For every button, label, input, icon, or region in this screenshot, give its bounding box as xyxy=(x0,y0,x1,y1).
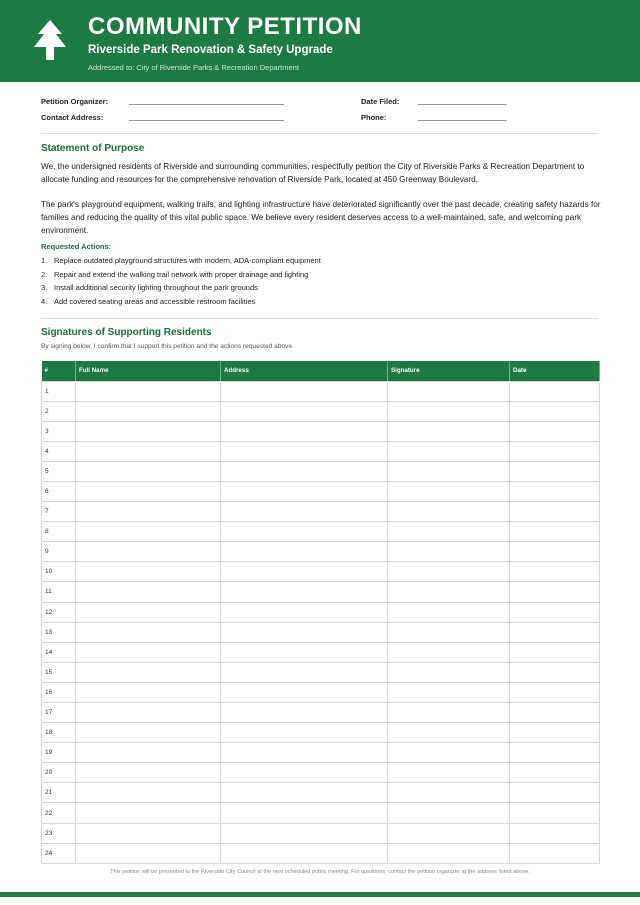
address-cell[interactable] xyxy=(221,823,388,843)
date-cell[interactable] xyxy=(510,843,600,863)
signature-cell[interactable] xyxy=(388,481,510,501)
signature-cell[interactable] xyxy=(388,421,510,441)
list-item: 4. Add covered seating areas and accessible restroom facilities xyxy=(41,296,256,306)
table-row xyxy=(42,642,600,662)
row-number: 1 xyxy=(42,381,76,401)
signature-cell[interactable] xyxy=(388,502,510,522)
date-cell[interactable] xyxy=(510,582,600,602)
full-name-cell[interactable] xyxy=(76,582,221,602)
row-number: 4 xyxy=(42,441,76,461)
address-cell[interactable] xyxy=(221,642,388,662)
signatures-description: By signing below, I confirm that I support this petition and the actions requested above. xyxy=(41,343,294,350)
divider xyxy=(41,318,598,319)
table-row xyxy=(42,763,600,783)
row-number: 8 xyxy=(42,522,76,542)
address-cell[interactable] xyxy=(221,763,388,783)
requested-actions-heading: Requested Actions: xyxy=(41,242,112,251)
full-name-cell[interactable] xyxy=(76,441,221,461)
signature-cell[interactable] xyxy=(388,743,510,763)
row-number: 23 xyxy=(42,823,76,843)
date-cell[interactable] xyxy=(510,421,600,441)
column-header-full-name: Full Name xyxy=(76,361,221,381)
row-number: 20 xyxy=(42,763,76,783)
signature-cell[interactable] xyxy=(388,703,510,723)
full-name-cell[interactable] xyxy=(76,421,221,441)
signature-cell[interactable] xyxy=(388,823,510,843)
table-row xyxy=(42,441,600,461)
row-number: 18 xyxy=(42,723,76,743)
column-header-signature: Signature xyxy=(388,361,510,381)
table-row xyxy=(42,803,600,823)
date-cell[interactable] xyxy=(510,682,600,702)
table-row xyxy=(42,682,600,702)
address-cell[interactable] xyxy=(221,401,388,421)
date-cell[interactable] xyxy=(510,381,600,401)
list-item: 1. Replace outdated playground structures with modern, ADA-compliant equipment xyxy=(41,256,321,265)
full-name-cell[interactable] xyxy=(76,562,221,582)
table-row xyxy=(42,401,600,421)
signature-cell[interactable] xyxy=(388,723,510,743)
page-title: COMMUNITY PETITION xyxy=(88,13,362,40)
tree-icon xyxy=(31,20,69,62)
table-row xyxy=(42,602,600,622)
date-cell[interactable] xyxy=(510,622,600,642)
purpose-heading: Statement of Purpose xyxy=(41,143,145,154)
row-number: 17 xyxy=(42,703,76,723)
table-row xyxy=(42,743,600,763)
divider xyxy=(41,133,598,134)
signature-cell[interactable] xyxy=(388,542,510,562)
full-name-cell[interactable] xyxy=(76,461,221,481)
address-cell[interactable] xyxy=(221,783,388,803)
full-name-cell[interactable] xyxy=(76,522,221,542)
purpose-paragraph-2: The park's playground equipment, walking trails, and lighting infrastructure have deteriorated significantly over the past decade, creating safety hazards for families and reducing the quality of this vital public space. We believe every resident deserves access to a well-maintained, safe, and welcoming park environment. xyxy=(41,200,601,235)
table-row xyxy=(42,562,600,582)
row-number: 13 xyxy=(42,622,76,642)
table-row xyxy=(42,703,600,723)
table-row xyxy=(42,481,600,501)
signature-cell[interactable] xyxy=(388,602,510,622)
signature-cell[interactable] xyxy=(388,642,510,662)
table-row xyxy=(42,723,600,743)
row-number: 16 xyxy=(42,682,76,702)
date-cell[interactable] xyxy=(510,401,600,421)
address-cell[interactable] xyxy=(221,682,388,702)
requested-actions-list xyxy=(41,256,321,310)
row-number: 21 xyxy=(42,783,76,803)
signature-cell[interactable] xyxy=(388,662,510,682)
date-cell[interactable] xyxy=(510,642,600,662)
full-name-cell[interactable] xyxy=(76,481,221,501)
full-name-cell[interactable] xyxy=(76,763,221,783)
address-cell[interactable] xyxy=(221,723,388,743)
signature-table xyxy=(41,361,600,864)
full-name-cell[interactable] xyxy=(76,502,221,522)
row-number: 2 xyxy=(42,401,76,421)
date-cell[interactable] xyxy=(510,783,600,803)
contact-label: Contact Address: xyxy=(41,113,104,122)
full-name-cell[interactable] xyxy=(76,622,221,642)
footer-bar xyxy=(0,892,640,897)
address-cell[interactable] xyxy=(221,502,388,522)
date-cell[interactable] xyxy=(510,441,600,461)
address-cell[interactable] xyxy=(221,582,388,602)
table-header-row xyxy=(42,361,600,381)
address-cell[interactable] xyxy=(221,421,388,441)
address-cell[interactable] xyxy=(221,562,388,582)
table-row xyxy=(42,622,600,642)
full-name-cell[interactable] xyxy=(76,662,221,682)
signature-cell[interactable] xyxy=(388,763,510,783)
address-cell[interactable] xyxy=(221,522,388,542)
row-number: 10 xyxy=(42,562,76,582)
date-cell[interactable] xyxy=(510,763,600,783)
date-cell[interactable] xyxy=(510,461,600,481)
row-number: 24 xyxy=(42,843,76,863)
header-banner xyxy=(0,0,640,82)
address-cell[interactable] xyxy=(221,662,388,682)
column-header-date: Date xyxy=(510,361,600,381)
phone-label: Phone: xyxy=(361,113,387,122)
date-filed-field[interactable] xyxy=(418,104,507,105)
row-number: 7 xyxy=(42,502,76,522)
date-cell[interactable] xyxy=(510,803,600,823)
signatures-heading: Signatures of Supporting Residents xyxy=(41,327,212,338)
table-row xyxy=(42,461,600,481)
table-row xyxy=(42,843,600,863)
row-number: 19 xyxy=(42,743,76,763)
full-name-cell[interactable] xyxy=(76,803,221,823)
signature-cell[interactable] xyxy=(388,582,510,602)
full-name-cell[interactable] xyxy=(76,682,221,702)
signature-cell[interactable] xyxy=(388,843,510,863)
full-name-cell[interactable] xyxy=(76,843,221,863)
row-number: 12 xyxy=(42,602,76,622)
table-row xyxy=(42,662,600,682)
address-cell[interactable] xyxy=(221,743,388,763)
table-row xyxy=(42,522,600,542)
table-row xyxy=(42,823,600,843)
addressed-to: Addressed to: City of Riverside Parks & Recreation Department xyxy=(88,63,299,72)
date-cell[interactable] xyxy=(510,502,600,522)
row-number: 9 xyxy=(42,542,76,562)
address-cell[interactable] xyxy=(221,843,388,863)
table-row xyxy=(42,502,600,522)
column-header-address: Address xyxy=(221,361,388,381)
full-name-cell[interactable] xyxy=(76,783,221,803)
full-name-cell[interactable] xyxy=(76,542,221,562)
page-subtitle: Riverside Park Renovation & Safety Upgrade xyxy=(88,44,333,56)
date-cell[interactable] xyxy=(510,662,600,682)
table-row xyxy=(42,421,600,441)
date-filed-label: Date Filed: xyxy=(361,97,400,106)
full-name-cell[interactable] xyxy=(76,723,221,743)
row-number: 3 xyxy=(42,421,76,441)
contact-field[interactable] xyxy=(129,120,284,121)
address-cell[interactable] xyxy=(221,461,388,481)
signature-cell[interactable] xyxy=(388,622,510,642)
row-number: 5 xyxy=(42,461,76,481)
date-cell[interactable] xyxy=(510,743,600,763)
row-number: 14 xyxy=(42,642,76,662)
list-item: 3. Install additional security lighting throughout the park grounds xyxy=(41,283,258,292)
table-row xyxy=(42,783,600,803)
signature-cell[interactable] xyxy=(388,682,510,702)
row-number: 15 xyxy=(42,662,76,682)
phone-field[interactable] xyxy=(418,120,507,121)
table-row xyxy=(42,542,600,562)
date-cell[interactable] xyxy=(510,522,600,542)
address-cell[interactable] xyxy=(221,622,388,642)
signature-cell[interactable] xyxy=(388,401,510,421)
full-name-cell[interactable] xyxy=(76,823,221,843)
address-cell[interactable] xyxy=(221,441,388,461)
date-cell[interactable] xyxy=(510,542,600,562)
full-name-cell[interactable] xyxy=(76,703,221,723)
purpose-paragraph-1: We, the undersigned residents of Riverside and surrounding communities, respectfully petition the City of Riverside Parks & Recreation Department to allocate funding and resources for the comprehensive renovation of Riverside Park, located at 450 Greenway Boulevard. xyxy=(41,162,585,184)
date-cell[interactable] xyxy=(510,823,600,843)
date-cell[interactable] xyxy=(510,562,600,582)
full-name-cell[interactable] xyxy=(76,381,221,401)
organizer-field[interactable] xyxy=(129,104,284,105)
date-cell[interactable] xyxy=(510,703,600,723)
signature-cell[interactable] xyxy=(388,803,510,823)
address-cell[interactable] xyxy=(221,481,388,501)
date-cell[interactable] xyxy=(510,602,600,622)
date-cell[interactable] xyxy=(510,723,600,743)
address-cell[interactable] xyxy=(221,602,388,622)
address-cell[interactable] xyxy=(221,803,388,823)
row-number: 22 xyxy=(42,803,76,823)
column-header-number: # xyxy=(42,361,76,381)
signature-cell[interactable] xyxy=(388,381,510,401)
row-number: 11 xyxy=(42,582,76,602)
full-name-cell[interactable] xyxy=(76,743,221,763)
address-cell[interactable] xyxy=(221,703,388,723)
date-cell[interactable] xyxy=(510,481,600,501)
address-cell[interactable] xyxy=(221,381,388,401)
address-cell[interactable] xyxy=(221,542,388,562)
table-row xyxy=(42,582,600,602)
footer-note: This petition will be presented to the Riverside City Council at the next scheduled public meeting. For questions, contact the petition organizer at the address listed above. xyxy=(110,869,530,875)
signature-cell[interactable] xyxy=(388,441,510,461)
signature-cell[interactable] xyxy=(388,562,510,582)
signature-cell[interactable] xyxy=(388,522,510,542)
list-item: 2. Repair and extend the walking trail network with proper drainage and lighting xyxy=(41,269,309,279)
signature-cell[interactable] xyxy=(388,461,510,481)
table-row xyxy=(42,381,600,401)
full-name-cell[interactable] xyxy=(76,401,221,421)
full-name-cell[interactable] xyxy=(76,602,221,622)
organizer-label: Petition Organizer: xyxy=(41,97,109,106)
full-name-cell[interactable] xyxy=(76,642,221,662)
signature-cell[interactable] xyxy=(388,783,510,803)
row-number: 6 xyxy=(42,481,76,501)
